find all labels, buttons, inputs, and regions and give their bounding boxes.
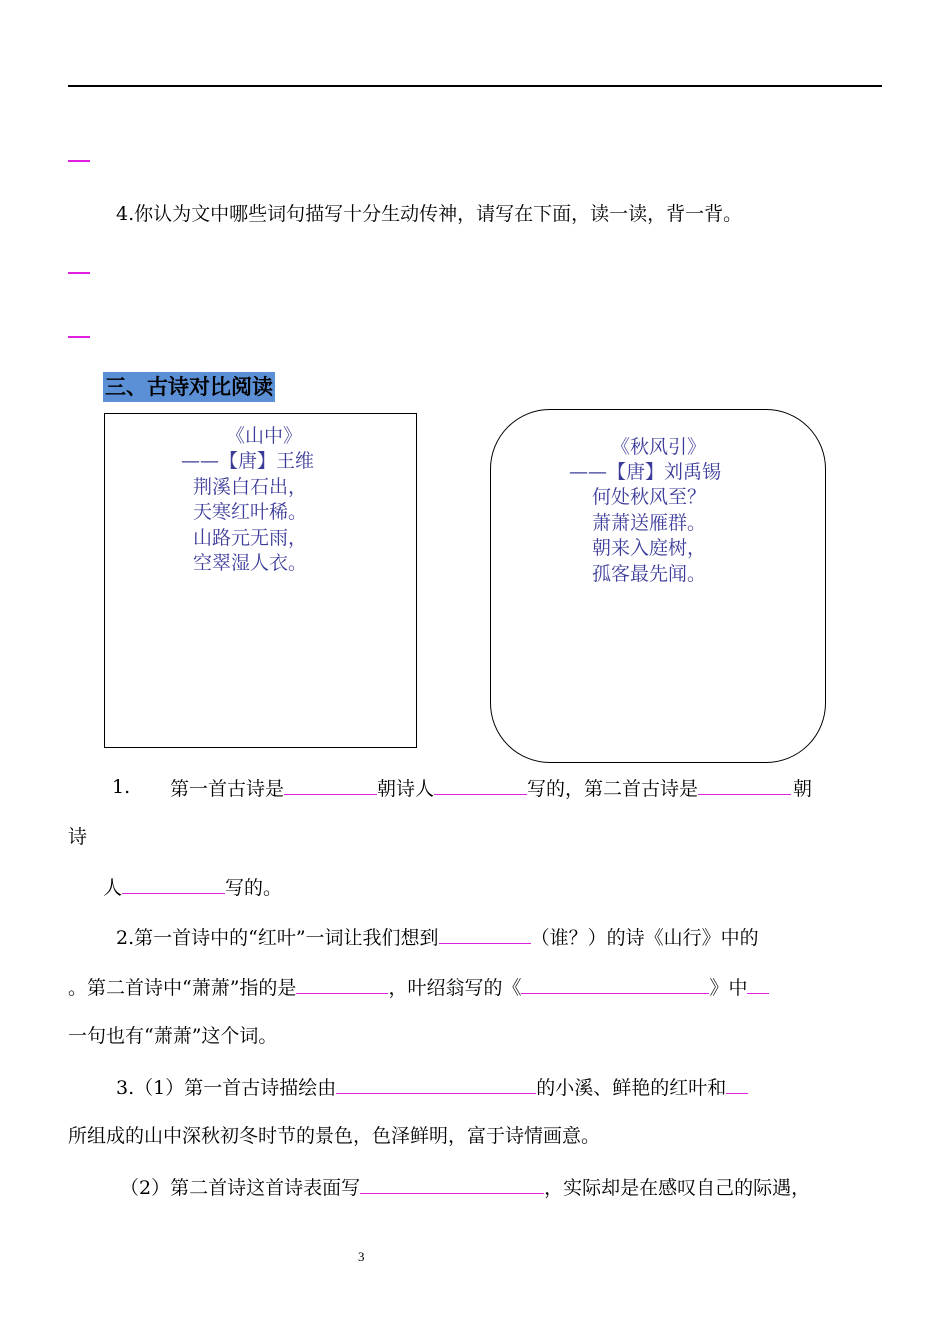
- q2-text: 》中: [709, 977, 748, 999]
- q1-text: 写的，第二首古诗是: [527, 778, 699, 800]
- q1-blank-poet-2[interactable]: [122, 873, 225, 894]
- q2-blank-poem-title[interactable]: [521, 973, 709, 994]
- question-2-line-3: 一句也有“萧萧”这个词。: [68, 1025, 278, 1047]
- answer-blank-2[interactable]: [68, 272, 90, 274]
- answer-blank-3[interactable]: [68, 336, 90, 338]
- question-2-line-2: [68, 973, 769, 1001]
- question-2-line-1: [116, 923, 759, 951]
- q2-text: 2.第一首诗中的“红叶”一词让我们想到: [116, 927, 439, 949]
- q1-text: 朝诗人: [377, 778, 435, 800]
- question-3-line-2: 所组成的山中深秋初冬时节的景色，色泽鲜明，富于诗情画意。: [68, 1125, 601, 1147]
- poem2-line: 孤客最先闻。: [592, 563, 707, 585]
- q3-blank-surface[interactable]: [360, 1173, 544, 1194]
- q2-blank-who[interactable]: [439, 923, 531, 944]
- q1-blank-dynasty-2[interactable]: [698, 774, 791, 795]
- poem1-line: 荆溪白石出，: [193, 476, 308, 498]
- question-1-line-3: [103, 873, 282, 901]
- q3-blank-element[interactable]: [726, 1073, 748, 1094]
- q1-text: 第一首古诗是: [170, 778, 285, 800]
- poem2-line: 朝来入庭树，: [592, 537, 707, 559]
- q2-text: ，叶绍翁写的《: [388, 977, 522, 999]
- q1-text: 写的。: [225, 877, 283, 899]
- q2-text: （谁？）的诗《山行》中的: [530, 927, 759, 949]
- poem2-line: 萧萧送雁群。: [592, 512, 707, 534]
- poem1-line: 空翠湿人衣。: [193, 552, 308, 574]
- question-3-line-1: [116, 1073, 748, 1101]
- q3-text: 3.（1）第一首古诗描绘由: [116, 1077, 337, 1099]
- q2-blank-meaning[interactable]: [296, 973, 388, 994]
- question-3-line-3: [120, 1173, 810, 1201]
- q3-text: ，实际却是在感叹自己的际遇，: [544, 1177, 811, 1199]
- answer-blank-1[interactable]: [68, 160, 90, 162]
- q1-number: 1.: [112, 776, 131, 798]
- poem2-line: 何处秋风至？: [592, 486, 707, 508]
- q2-blank-line[interactable]: [747, 973, 769, 994]
- q1-blank-poet-1[interactable]: [434, 774, 527, 795]
- header-rule: [68, 85, 882, 87]
- poem2-author: ——【唐】刘禹锡: [569, 461, 722, 483]
- q1-text: 朝: [793, 778, 813, 800]
- q1-text-wrap: 诗: [68, 826, 88, 848]
- poem2-title: 《秋风引》: [611, 436, 707, 458]
- section-heading: 三、古诗对比阅读: [103, 372, 275, 402]
- q3-text: （2）第二首诗这首诗表面写: [120, 1177, 361, 1199]
- page-number: 3: [358, 1249, 365, 1264]
- q2-text: 。第二首诗中“萧萧”指的是: [68, 977, 297, 999]
- question-1-line: [170, 774, 812, 802]
- q1-text: 人: [103, 877, 123, 899]
- q1-blank-dynasty-1[interactable]: [284, 774, 377, 795]
- q3-text: 的小溪、鲜艳的红叶和: [536, 1077, 727, 1099]
- poem1-title: 《山中》: [226, 425, 303, 447]
- poem1-author: ——【唐】王维: [181, 450, 315, 472]
- poem1-line: 山路元无雨，: [193, 527, 308, 549]
- poem1-line: 天寒红叶稀。: [193, 501, 308, 523]
- q3-blank-stream[interactable]: [336, 1073, 536, 1094]
- question-4: 4.你认为文中哪些词句描写十分生动传神，请写在下面，读一读，背一背。: [116, 203, 743, 225]
